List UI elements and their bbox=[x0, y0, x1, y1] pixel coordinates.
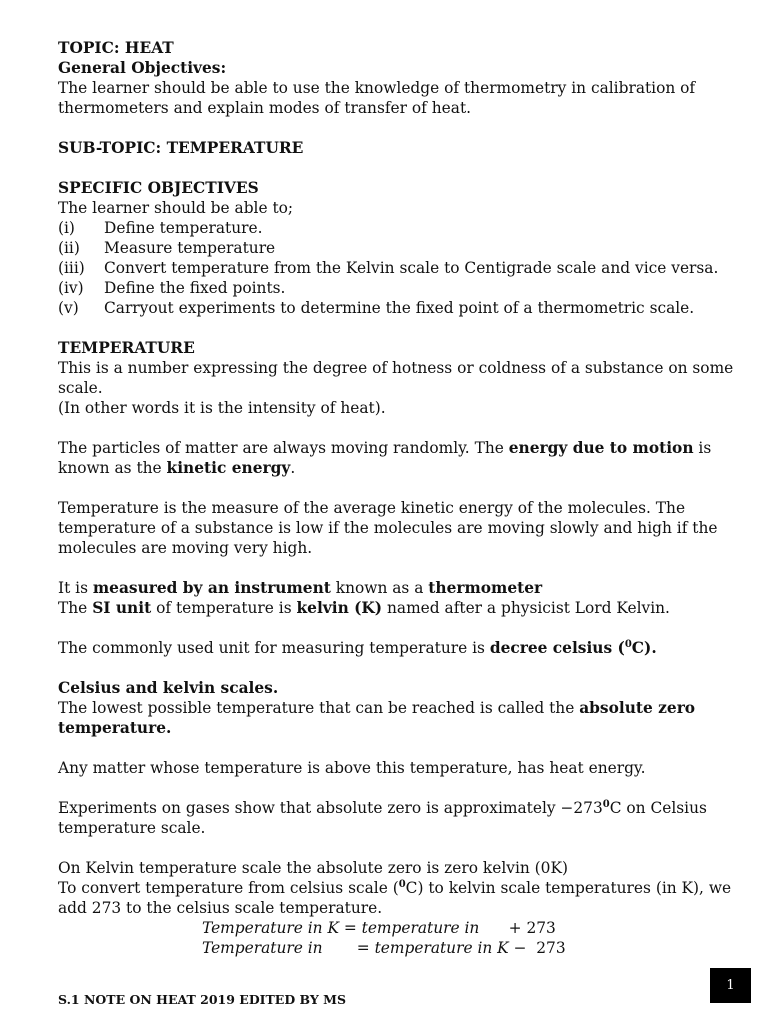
page-footer: S.1 NOTE ON HEAT 2019 EDITED BY MS bbox=[58, 992, 347, 1007]
paragraph-line: molecules are moving very high. bbox=[58, 539, 313, 557]
paragraph-line: add 273 to the celsius scale temperature. bbox=[58, 899, 383, 917]
paragraph-line: scale. bbox=[58, 379, 103, 397]
general-objectives-heading: General Objectives: bbox=[58, 59, 227, 77]
paragraph-line: (In other words it is the intensity of heat). bbox=[58, 399, 386, 417]
paragraph-line: temperature. bbox=[58, 719, 172, 737]
scales-heading: Celsius and kelvin scales. bbox=[58, 679, 279, 697]
paragraph-line: The commonly used unit for measuring temperature is decree celsius ($^0$C). bbox=[58, 638, 657, 657]
list-item: (ii) Measure temperature bbox=[58, 239, 276, 257]
paragraph-line: The particles of matter are always moving randomly. The energy due to motion is bbox=[58, 439, 712, 457]
paragraph-line: On Kelvin temperature scale the absolute zero is zero kelvin (0K) bbox=[58, 859, 568, 877]
page-body bbox=[58, 38, 734, 958]
temperature-heading: TEMPERATURE bbox=[58, 339, 195, 357]
paragraph-line: Any matter whose temperature is above this temperature, has heat energy. bbox=[58, 759, 646, 777]
list-item: (v) Carryout experiments to determine the fixed point of a thermometric scale. bbox=[58, 299, 695, 317]
list-item: (iii) Convert temperature from the Kelvin scale to Centigrade scale and vice versa. bbox=[58, 259, 719, 277]
paragraph-line: The lowest possible temperature that can be reached is called the absolute zero bbox=[58, 699, 696, 717]
topic-title: TOPIC: HEAT bbox=[58, 39, 174, 57]
paragraph-line: temperature scale. bbox=[58, 819, 206, 837]
list-item: (i) Define temperature. bbox=[58, 219, 263, 237]
paragraph-line: Temperature is the measure of the average kinetic energy of the molecules. The bbox=[58, 499, 686, 517]
list-item: (iv) Define the fixed points. bbox=[58, 279, 286, 297]
general-objectives-text: The learner should be able to use the knowledge of thermometry in calibration of bbox=[58, 79, 696, 97]
equation-1: Temperature in K = temperature in + 273 bbox=[202, 919, 556, 937]
paragraph-line: temperature of a substance is low if the molecules are moving slowly and high if the bbox=[58, 519, 718, 537]
paragraph-line: The SI unit of temperature is kelvin (K) named after a physicist Lord Kelvin. bbox=[58, 599, 670, 617]
paragraph-line: known as the kinetic energy. bbox=[58, 459, 296, 477]
general-objectives-text: thermometers and explain modes of transfer of heat. bbox=[58, 99, 472, 117]
paragraph-line: This is a number expressing the degree of hotness or coldness of a substance on some bbox=[58, 359, 734, 377]
specific-objectives-heading: SPECIFIC OBJECTIVES bbox=[58, 179, 259, 197]
objectives-list bbox=[58, 218, 728, 318]
paragraph-line: Experiments on gases show that absolute zero is approximately $-273^0C$ on Celsius bbox=[58, 798, 707, 817]
page-number: 1 bbox=[710, 968, 751, 1003]
specific-objectives-intro: The learner should be able to; bbox=[58, 199, 294, 217]
equation-2: Temperature in = temperature in K − 273 bbox=[202, 939, 566, 957]
paragraph-line: It is measured by an instrument known as a thermometer bbox=[58, 579, 543, 597]
subtopic-heading: SUB-TOPIC: TEMPERATURE bbox=[58, 139, 304, 157]
paragraph-line: To convert temperature from celsius scale ($^0$C) to kelvin scale temperatures (in K), we bbox=[58, 878, 732, 897]
